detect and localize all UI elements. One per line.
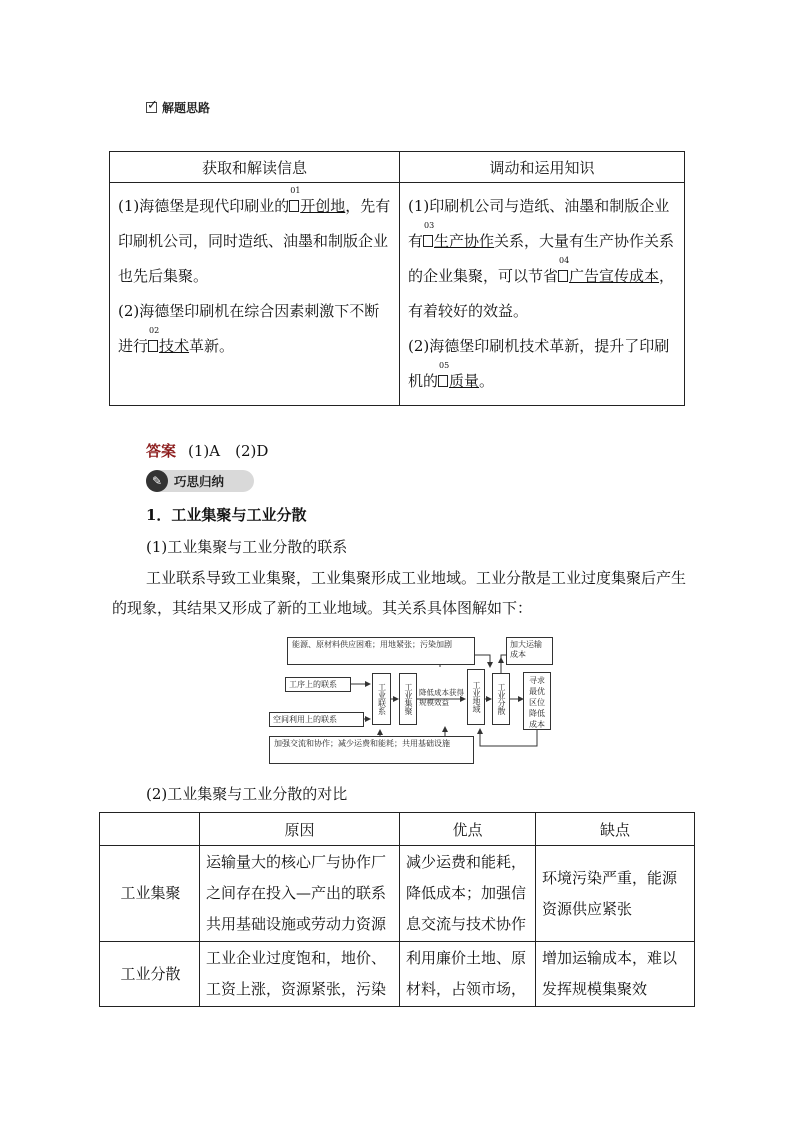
table1-left-cell [110,183,400,406]
row-pros: 减少运费和能耗，降低成本；加强信息交流与技术协作 [400,846,536,942]
table-row [100,846,695,942]
answer-blank-04 [558,256,570,282]
diagram-industrial-region-box: 工业地域 [467,669,485,725]
diagram-space-link-box: 空间利用上的联系 [269,712,364,727]
blank-number: 04 [559,256,570,265]
answer-label: 答案 [146,442,177,460]
row-reason: 工业企业过度饱和，地价、工资上涨，资源紧张，污染 [200,942,400,1007]
text: (1)印刷机公司与造纸、油墨和制版企业有 [408,197,670,250]
answer-blank-02 [148,326,160,352]
diagram-industrial-dispersal-box: 工业分散 [492,673,510,725]
table1-right-cell [400,183,685,406]
table1-header-info: 获取和解读信息 [110,152,400,183]
table2-header-cons: 缺点 [536,813,695,846]
diagram-benefit-label: 降低成本获得规模效益 [419,688,464,707]
answer-text: 技术 [159,337,190,355]
blank-number: 02 [149,326,160,335]
diagram-problems-box: 能源、原材料供应困难；用地紧张；污染加剧 [287,637,475,665]
blank-number: 05 [439,361,450,370]
heading-1: 1．工业集聚与工业分散 [146,506,307,524]
diagram-benefits-box: 加强交流和协作；减少运费和能耗；共用基础设施 [269,736,474,764]
answer-blank-05 [438,361,450,387]
answer-text: (1)A (2)D [188,442,269,460]
text: 。 [479,372,495,390]
blank-number: 03 [424,221,435,230]
text: 革新。 [189,337,235,355]
analysis-table [109,151,685,406]
summary-badge [146,470,254,492]
blank-number: 01 [290,186,301,195]
table2-header-pros: 优点 [400,813,536,846]
diagram-industrial-cluster-box: 工业集聚 [399,673,417,725]
relationship-diagram [265,633,565,769]
answer-text: 生产协作 [434,232,495,250]
table2-header-reason: 原因 [200,813,400,846]
row-cons: 环境污染严重，能源资源供应紧张 [536,846,695,942]
heading-2: (1)工业集聚与工业分散的联系 [146,538,348,556]
text: (2)海德堡印刷机技术革新，提升了印刷机的 [408,337,670,390]
text: (1)海德堡是现代印刷业的 [118,197,290,215]
row-name: 工业集聚 [100,846,200,942]
left-point-1 [118,186,393,294]
row-pros: 利用廉价土地、原材料，占领市场， [400,942,536,1007]
checkbox-icon [146,102,157,113]
right-point-2 [408,329,678,399]
answer-text: 广告宣传成本 [569,267,660,285]
section-header [146,98,210,116]
answer-blank-01 [289,186,301,212]
diagram-optimal-location-box: 寻求最优区位降低成本 [523,672,551,730]
text: ，有着较好的效益。 [408,267,675,320]
answer-line [146,440,268,461]
right-point-1 [408,189,678,329]
row-cons: 增加运输成本，难以发挥规模集聚效 [536,942,695,1007]
section-title: 解题思路 [162,100,211,115]
text: ，先有印刷机公司，同时造纸、油墨和制版企业也先后集聚。 [118,197,391,285]
answer-text: 开创地 [300,197,346,215]
row-reason: 运输量大的核心厂与协作厂之间存在投入—产出的联系共用基础设施或劳动力资源 [200,846,400,942]
table-row [100,942,695,1007]
answer-text: 质量 [449,372,480,390]
diagram-cost-box: 加大运输成本 [506,637,553,665]
left-point-2 [118,294,393,364]
badge-label: 巧思归纳 [174,474,225,489]
explanation-paragraph: 工业联系导致工业集聚，工业集聚形成工业地域。工业分散是工业过度集聚后产生的现象，其结果又形成了新的工业地域。其关系具体图解如下： [112,569,687,617]
row-name: 工业分散 [100,942,200,1007]
comparison-table [99,812,695,1007]
text: (2)海德堡印刷机在综合因素刺激下不断进行 [118,302,380,355]
answer-blank-03 [423,221,435,247]
text: 关系，大量有生产协作关系的企业集聚，可以节省 [408,232,675,285]
heading-3: (2)工业集聚与工业分散的对比 [146,785,348,803]
diagram-industrial-link-box: 工业联系 [372,673,391,725]
table2-header-blank [100,813,200,846]
diagram-process-link-box: 工序上的联系 [285,677,351,692]
pen-icon: ✎ [146,470,168,492]
table1-header-knowledge: 调动和运用知识 [400,152,685,183]
